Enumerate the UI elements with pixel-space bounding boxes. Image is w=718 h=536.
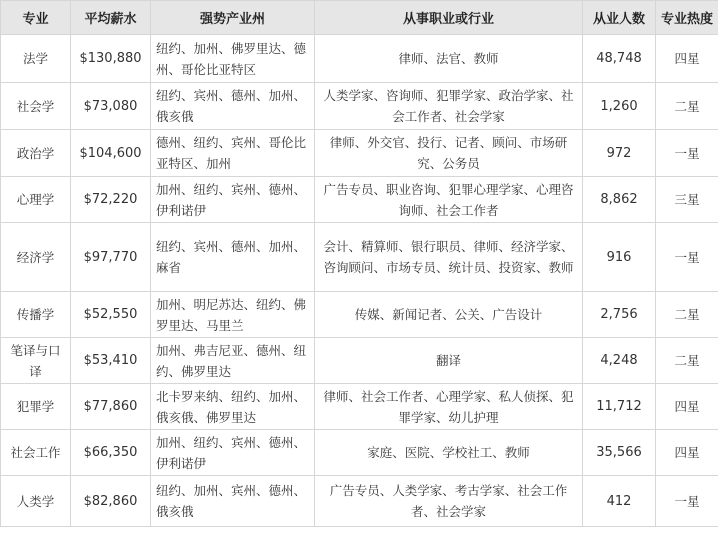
cell-major: 社会学: [1, 83, 71, 130]
cell-heat: 一星: [656, 130, 718, 177]
cell-jobs: 律师、外交官、投行、记者、顾问、市场研究、公务员: [315, 130, 583, 177]
cell-count: 412: [583, 476, 656, 527]
cell-heat: 一星: [656, 223, 718, 292]
header-major: 专业: [1, 1, 71, 35]
cell-states: 北卡罗来纳、纽约、加州、俄亥俄、佛罗里达: [151, 384, 315, 430]
cell-major: 法学: [1, 35, 71, 83]
table-row: [1, 130, 718, 177]
table-header: [1, 1, 718, 35]
cell-major: 人类学: [1, 476, 71, 527]
cell-major: 经济学: [1, 223, 71, 292]
header-salary: 平均薪水: [71, 1, 151, 35]
cell-states: 纽约、加州、宾州、德州、俄亥俄: [151, 476, 315, 527]
cell-count: 2,756: [583, 292, 656, 338]
cell-salary: $97,770: [71, 223, 151, 292]
cell-heat: 四星: [656, 384, 718, 430]
cell-jobs: 广告专员、职业咨询、犯罪心理学家、心理咨询师、社会工作者: [315, 177, 583, 223]
header-count: 从业人数: [583, 1, 656, 35]
cell-jobs: 律师、社会工作者、心理学家、私人侦探、犯罪学家、幼儿护理: [315, 384, 583, 430]
cell-count: 1,260: [583, 83, 656, 130]
cell-states: 德州、纽约、宾州、哥伦比亚特区、加州: [151, 130, 315, 177]
cell-count: 4,248: [583, 338, 656, 384]
table-row: [1, 83, 718, 130]
cell-heat: 四星: [656, 430, 718, 476]
cell-major: 心理学: [1, 177, 71, 223]
cell-salary: $73,080: [71, 83, 151, 130]
cell-count: 972: [583, 130, 656, 177]
cell-salary: $82,860: [71, 476, 151, 527]
cell-salary: $104,600: [71, 130, 151, 177]
cell-states: 加州、明尼苏达、纽约、佛罗里达、马里兰: [151, 292, 315, 338]
cell-heat: 二星: [656, 83, 718, 130]
cell-states: 加州、弗吉尼亚、德州、纽约、佛罗里达: [151, 338, 315, 384]
cell-jobs: 人类学家、咨询师、犯罪学家、政治学家、社会工作者、社会学家: [315, 83, 583, 130]
header-jobs: 从事职业或行业: [315, 1, 583, 35]
cell-heat: 四星: [656, 35, 718, 83]
cell-count: 11,712: [583, 384, 656, 430]
cell-major: 犯罪学: [1, 384, 71, 430]
header-heat: 专业热度: [656, 1, 718, 35]
cell-salary: $130,880: [71, 35, 151, 83]
cell-states: 加州、纽约、宾州、德州、伊利诺伊: [151, 430, 315, 476]
table-row: [1, 384, 718, 430]
cell-count: 8,862: [583, 177, 656, 223]
header-states: 强势产业州: [151, 1, 315, 35]
cell-heat: 二星: [656, 338, 718, 384]
cell-major: 政治学: [1, 130, 71, 177]
cell-salary: $77,860: [71, 384, 151, 430]
table-body: [1, 35, 718, 527]
cell-salary: $72,220: [71, 177, 151, 223]
cell-jobs: 律师、法官、教师: [315, 35, 583, 83]
cell-heat: 三星: [656, 177, 718, 223]
table-row: [1, 292, 718, 338]
table-row: [1, 430, 718, 476]
cell-major: 笔译与口译: [1, 338, 71, 384]
cell-states: 纽约、加州、佛罗里达、德州、哥伦比亚特区: [151, 35, 315, 83]
cell-major: 社会工作: [1, 430, 71, 476]
cell-salary: $53,410: [71, 338, 151, 384]
table-row: [1, 177, 718, 223]
table-row: [1, 476, 718, 527]
cell-jobs: 会计、精算师、银行职员、律师、经济学家、咨询顾问、市场专员、统计员、投资家、教师: [315, 223, 583, 292]
cell-heat: 二星: [656, 292, 718, 338]
cell-jobs: 家庭、医院、学校社工、教师: [315, 430, 583, 476]
cell-major: 传播学: [1, 292, 71, 338]
cell-states: 纽约、宾州、德州、加州、俄亥俄: [151, 83, 315, 130]
table-row: [1, 35, 718, 83]
cell-states: 加州、纽约、宾州、德州、伊利诺伊: [151, 177, 315, 223]
cell-jobs: 广告专员、人类学家、考古学家、社会工作者、社会学家: [315, 476, 583, 527]
cell-states: 纽约、宾州、德州、加州、麻省: [151, 223, 315, 292]
cell-salary: $52,550: [71, 292, 151, 338]
cell-jobs: 翻译: [315, 338, 583, 384]
table-row: [1, 338, 718, 384]
cell-count: 35,566: [583, 430, 656, 476]
cell-count: 916: [583, 223, 656, 292]
cell-jobs: 传媒、新闻记者、公关、广告设计: [315, 292, 583, 338]
table-row: [1, 223, 718, 292]
cell-heat: 一星: [656, 476, 718, 527]
cell-salary: $66,350: [71, 430, 151, 476]
cell-count: 48,748: [583, 35, 656, 83]
